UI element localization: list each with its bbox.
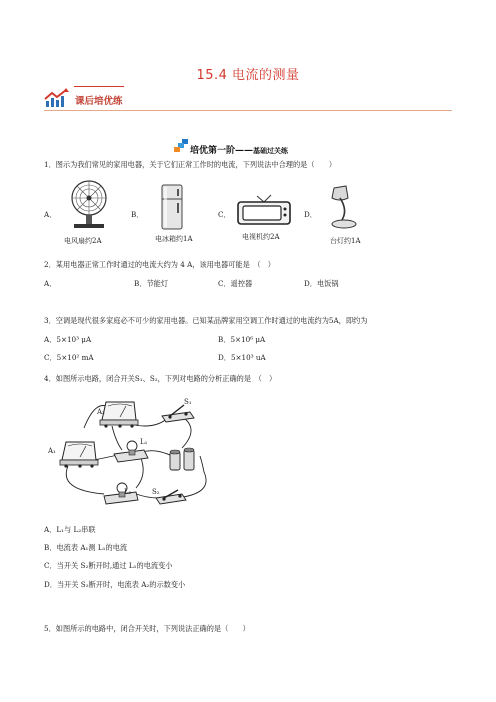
stage-heading (190, 143, 288, 156)
q4-option-b: B．电流表 A₁测 L₁的电流 (44, 543, 128, 552)
label-l2: L₂ (124, 488, 132, 496)
page-title: 15.4 电流的测量 (196, 68, 300, 83)
circuit-diagram (44, 390, 224, 518)
q3-option-a: A．5×10³ μA (44, 335, 92, 344)
q2-option-a: A． (44, 279, 57, 288)
label-l1: L₁ (140, 438, 148, 446)
switch-s2 (156, 490, 186, 504)
chart-trend-icon (44, 88, 70, 108)
section-label: 课后培优练 (75, 96, 123, 107)
q1-stem: 1．图示为我们常见的家用电器，关于它们正常工作时的电流，下列说法中合理的是（ ） (44, 160, 337, 169)
label-a1: A₁ (48, 447, 56, 455)
q1-option-c-caption: 电视机约2A (242, 233, 280, 241)
q1-option-b-caption: 电冰箱约1A (155, 235, 193, 243)
switch-s1 (162, 405, 194, 422)
battery-pack (170, 448, 194, 470)
fan-icon (60, 178, 118, 234)
q3-stem: 3．空调是现代很多家庭必不可少的家用电器。已知某品牌家用空调工作时通过的电流约为5A，即约为 (44, 316, 368, 325)
q1-option-a-letter: A． (44, 210, 57, 219)
label-s2: S₂ (152, 488, 160, 496)
q2-option-c: C．遥控器 (218, 279, 253, 288)
lamp-l2 (104, 483, 138, 504)
q1-option-a-caption: 电风扇约2A (64, 237, 102, 245)
q2-stem: 2．某用电器正常工作时通过的电流大约为 4 A，该用电器可能是 （ ） (44, 260, 275, 269)
stage-heading-sub: 基础过关练 (253, 147, 289, 155)
desk-lamp-icon (326, 184, 366, 230)
label-s1: S₁ (184, 398, 192, 406)
television-icon (235, 192, 293, 226)
stage-icon (174, 139, 189, 153)
q4-option-a: A．L₁与 L₂串联 (44, 525, 96, 534)
title-underline (74, 86, 124, 87)
q4-stem: 4．如图所示电路，闭合开关S₁、S₂，下列对电路的分析正确的是 （ ） (44, 374, 277, 383)
q2-option-b: B．节能灯 (134, 279, 169, 288)
q4-option-d: D．当开关 S₂断开时，电流表 A₂的示数变小 (44, 580, 186, 589)
q1-option-d-caption: 台灯约1A (330, 237, 361, 245)
q3-option-d: D．5×10³ uA (218, 353, 266, 362)
q5-stem: 5．如图所示的电路中，闭合开关时，下列说法正确的是（ ） (44, 624, 250, 633)
ammeter-a2 (100, 402, 138, 428)
label-a2: A₂ (97, 408, 105, 416)
refrigerator-icon (160, 184, 184, 230)
q1-option-b-letter: B． (131, 210, 144, 219)
q1-option-c-letter: C． (218, 210, 231, 219)
q2-option-d: D．电饭锅 (304, 279, 339, 288)
q1-option-d-letter: D． (304, 210, 317, 219)
q4-option-c: C．当开关 S₂断开时,通过 L₁的电流变小 (44, 561, 173, 570)
stage-heading-main: 培优第一阶—— (190, 146, 254, 156)
ammeter-a1 (60, 442, 98, 468)
q3-option-c: C．5×10² mA (44, 353, 94, 362)
section-divider (44, 110, 452, 111)
q3-option-b: B．5×10⁶ μA (218, 335, 266, 344)
